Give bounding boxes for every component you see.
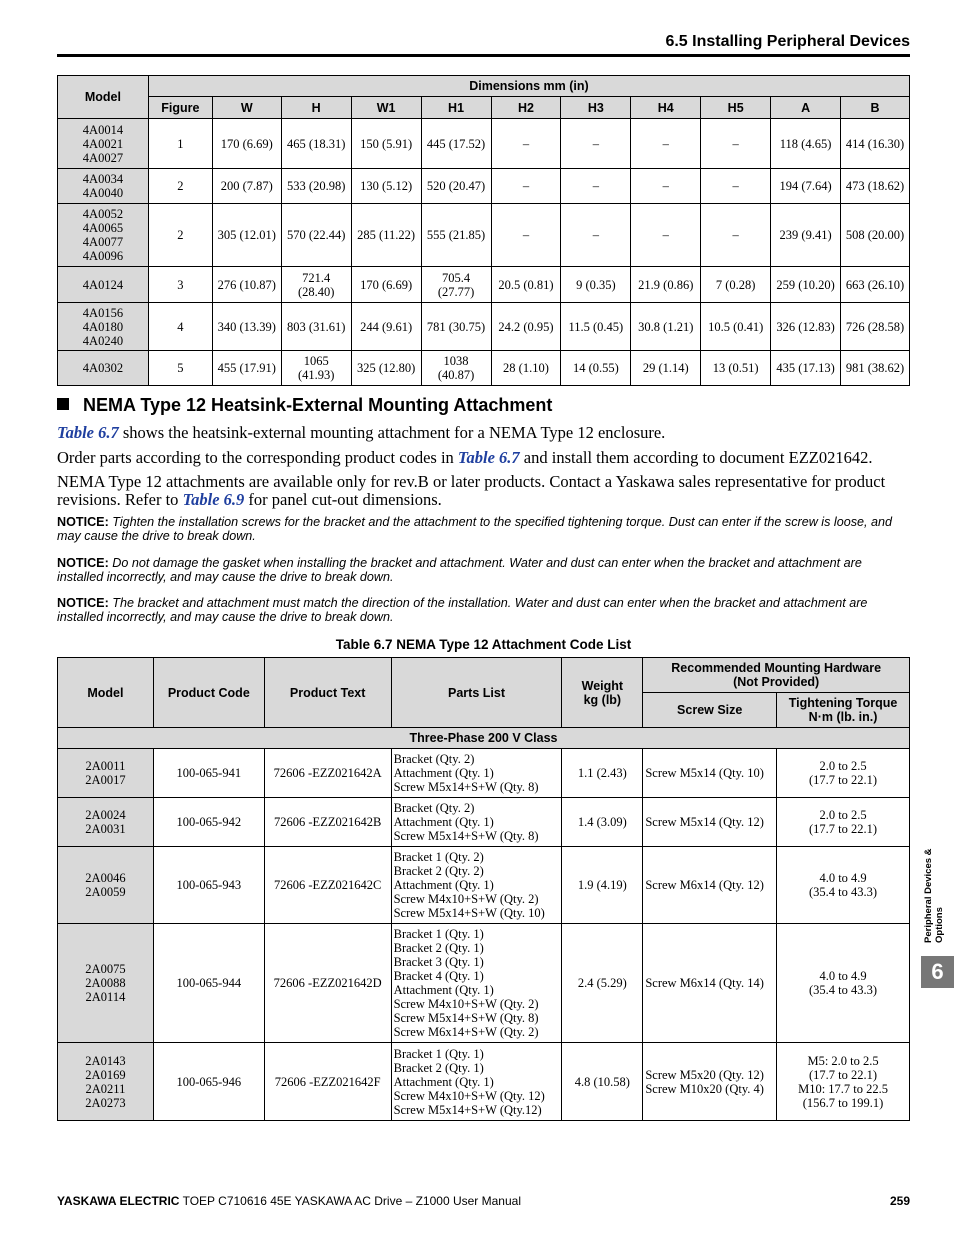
paragraph-3-post: for panel cut-out dimensions. — [244, 490, 442, 509]
dim-cell: 663 (26.10) — [841, 267, 910, 303]
paragraph-2-pre: Order parts according to the corresponding product codes in — [57, 448, 458, 467]
model-number: 4A0034 — [82, 172, 124, 186]
model-cell: 2A0046 2A0059 — [58, 847, 154, 924]
dim-col-header: H2 — [491, 97, 561, 119]
dim-cell: 705.4 (27.77) — [421, 267, 491, 303]
product-code-cell: 100-065-946 — [153, 1043, 264, 1121]
header-rule — [57, 54, 910, 57]
screw-size-cell: Screw M6x14 (Qty. 12) — [643, 847, 777, 924]
model-cell — [58, 119, 149, 169]
table-row — [58, 924, 910, 1043]
section-heading-text: NEMA Type 12 Heatsink-External Mounting Attachment — [83, 395, 553, 415]
torque-header: Tightening Torque N·m (lb. in.) — [777, 693, 910, 728]
dim-cell: 803 (31.61) — [281, 303, 351, 351]
dim-cell: 533 (20.98) — [281, 169, 351, 204]
paragraph-3-pre: NEMA Type 12 attachments are available only for rev.B or later products. Contact a Yaskawa sales representative for product revisions. Refer to — [57, 472, 886, 509]
dim-cell: 326 (12.83) — [771, 303, 841, 351]
model-number: 4A0077 — [82, 235, 124, 249]
dim-cell: – — [631, 169, 701, 204]
weight-cell: 1.4 (3.09) — [562, 798, 643, 847]
paragraph-1 — [57, 424, 910, 442]
dim-model-header: Model — [58, 76, 149, 119]
dim-cell: 325 (12.80) — [351, 351, 421, 386]
screw-size-cell: Screw M6x14 (Qty. 14) — [643, 924, 777, 1043]
dim-col-header: B — [841, 97, 910, 119]
dim-col-header: H5 — [701, 97, 771, 119]
dim-col-header: H3 — [561, 97, 631, 119]
dim-cell: 30.8 (1.21) — [631, 303, 701, 351]
notice-2 — [57, 556, 910, 584]
notice-label: NOTICE: — [57, 515, 109, 529]
dim-cell: 981 (38.62) — [841, 351, 910, 386]
dim-cell: 7 (0.28) — [701, 267, 771, 303]
dim-cell: 305 (12.01) — [212, 204, 281, 267]
model-number: 4A0014 — [82, 122, 124, 137]
weight-cell: 1.9 (4.19) — [562, 847, 643, 924]
table-row — [58, 267, 910, 303]
dim-cell: 726 (28.58) — [841, 303, 910, 351]
dim-cell: 24.2 (0.95) — [491, 303, 561, 351]
product-code-cell: 100-065-942 — [153, 798, 264, 847]
dim-cell: – — [561, 169, 631, 204]
weight-cell: 4.8 (10.58) — [562, 1043, 643, 1121]
dim-cell: 2 — [148, 169, 212, 204]
dim-dimensions-header: Dimensions mm (in) — [148, 76, 909, 97]
dim-cell: 455 (17.91) — [212, 351, 281, 386]
product-text-header: Product Text — [264, 658, 391, 728]
torque-cell: 2.0 to 2.5 (17.7 to 22.1) — [777, 749, 910, 798]
dim-cell: – — [631, 204, 701, 267]
product-text-cell: 72606 -EZZ021642A — [264, 749, 391, 798]
model-number: 4A0027 — [82, 150, 124, 165]
paragraph-1-text: shows the heatsink-external mounting attachment for a NEMA Type 12 enclosure. — [118, 423, 666, 442]
dim-cell: – — [561, 204, 631, 267]
screw-size-cell: Screw M5x20 (Qty. 12) Screw M10x20 (Qty. 4) — [643, 1043, 777, 1121]
dim-cell: – — [701, 169, 771, 204]
footer-doc-text: TOEP C710616 45E YASKAWA AC Drive – Z1000 User Manual — [179, 1194, 521, 1208]
dim-cell: 1038 (40.87) — [421, 351, 491, 386]
model-cell — [58, 169, 149, 204]
dim-cell: 259 (10.20) — [771, 267, 841, 303]
parts-list-header: Parts List — [391, 658, 562, 728]
model-cell: 2A0075 2A0088 2A0114 — [58, 924, 154, 1043]
product-text-cell: 72606 -EZZ021642F — [264, 1043, 391, 1121]
dimensions-table — [57, 75, 910, 386]
dim-cell: 130 (5.12) — [351, 169, 421, 204]
table-row — [58, 303, 910, 351]
model-number: 4A0180 — [82, 319, 124, 334]
table-6-9-link[interactable]: Table 6.9 — [182, 490, 245, 509]
dim-cell: 508 (20.00) — [841, 204, 910, 267]
table-row — [58, 798, 910, 847]
model-number: 4A0021 — [82, 136, 124, 151]
screw-size-header: Screw Size — [643, 693, 777, 728]
code-model-header: Model — [58, 658, 154, 728]
table-6-7-link[interactable]: Table 6.7 — [57, 423, 119, 442]
class-row: Three-Phase 200 V Class — [58, 728, 910, 749]
dim-cell: – — [561, 119, 631, 169]
dim-cell: – — [491, 119, 561, 169]
parts-list-cell: Bracket 1 (Qty. 1) Bracket 2 (Qty. 1) Bracket 3 (Qty. 1) Bracket 4 (Qty. 1) Attachment (Qty. 1) Screw M4x10+S+W (Qty. 2) Screw M5x14+S+W (Qty. 8) Screw M6x14+S+W (Qty. 2) — [391, 924, 562, 1043]
dim-cell: 11.5 (0.45) — [561, 303, 631, 351]
notice-label: NOTICE: — [57, 556, 109, 570]
dim-cell: 3 — [148, 267, 212, 303]
dim-cell: 9 (0.35) — [561, 267, 631, 303]
side-section-label-text: Peripheral Devices & Options — [923, 848, 945, 943]
model-number: 4A0240 — [82, 333, 124, 348]
model-cell — [58, 267, 149, 303]
dim-cell: 473 (18.62) — [841, 169, 910, 204]
torque-cell: 2.0 to 2.5 (17.7 to 22.1) — [777, 798, 910, 847]
dim-cell: 570 (22.44) — [281, 204, 351, 267]
footer-brand: YASKAWA ELECTRIC — [57, 1194, 180, 1208]
model-cell — [58, 351, 149, 386]
model-number: 4A0096 — [82, 249, 124, 263]
dim-cell: 194 (7.64) — [771, 169, 841, 204]
notice-text: Do not damage the gasket when installing the bracket and attachment. Water and dust can enter when the bracket and attachment are installed incorrectly, and may cause the drive to break down. — [57, 556, 862, 584]
dim-cell: 4 — [148, 303, 212, 351]
dim-cell: 20.5 (0.81) — [491, 267, 561, 303]
dim-cell: 200 (7.87) — [212, 169, 281, 204]
dim-cell: – — [491, 169, 561, 204]
dim-cell: 21.9 (0.86) — [631, 267, 701, 303]
side-section-label — [923, 825, 945, 943]
model-number: 4A0052 — [82, 207, 124, 221]
dim-cell: 435 (17.13) — [771, 351, 841, 386]
model-cell — [58, 303, 149, 351]
dim-cell: 170 (6.69) — [351, 267, 421, 303]
dim-cell: 781 (30.75) — [421, 303, 491, 351]
torque-cell: 4.0 to 4.9 (35.4 to 43.3) — [777, 847, 910, 924]
weight-header: Weight kg (lb) — [562, 658, 643, 728]
product-text-cell: 72606 -EZZ021642D — [264, 924, 391, 1043]
dim-col-header: W — [212, 97, 281, 119]
dim-col-header: H1 — [421, 97, 491, 119]
parts-list-cell: Bracket 1 (Qty. 2) Bracket 2 (Qty. 2) Attachment (Qty. 1) Screw M4x10+S+W (Qty. 2) Screw M5x14+S+W (Qty. 10) — [391, 847, 562, 924]
model-number: 4A0065 — [82, 221, 124, 235]
paragraph-2 — [57, 449, 910, 467]
dim-cell: 10.5 (0.41) — [701, 303, 771, 351]
dim-cell: 118 (4.65) — [771, 119, 841, 169]
dim-cell: 150 (5.91) — [351, 119, 421, 169]
page-number: 259 — [889, 1194, 910, 1208]
dim-col-header: A — [771, 97, 841, 119]
dim-cell: 445 (17.52) — [421, 119, 491, 169]
product-code-cell: 100-065-944 — [153, 924, 264, 1043]
dim-cell: 285 (11.22) — [351, 204, 421, 267]
paragraph-2-post: and install them according to document EZZ021642. — [519, 448, 873, 467]
weight-cell: 1.1 (2.43) — [562, 749, 643, 798]
dim-cell: 5 — [148, 351, 212, 386]
section-heading — [57, 395, 552, 416]
table-row — [58, 1043, 910, 1121]
dim-cell: 414 (16.30) — [841, 119, 910, 169]
attachment-code-table — [57, 657, 910, 1121]
dim-cell: 1065 (41.93) — [281, 351, 351, 386]
parts-list-cell: Bracket 1 (Qty. 1) Bracket 2 (Qty. 1) Attachment (Qty. 1) Screw M4x10+S+W (Qty. 12) Screw M5x14+S+W (Qty.12) — [391, 1043, 562, 1121]
notice-label: NOTICE: — [57, 596, 109, 610]
footer-doc — [57, 1194, 521, 1208]
weight-cell: 2.4 (5.29) — [562, 924, 643, 1043]
dim-cell: 239 (9.41) — [771, 204, 841, 267]
table-row — [58, 749, 910, 798]
model-cell: 2A0143 2A0169 2A0211 2A0273 — [58, 1043, 154, 1121]
model-number: 4A0156 — [82, 305, 124, 320]
dim-cell: 276 (10.87) — [212, 267, 281, 303]
notice-text: The bracket and attachment must match the direction of the installation. Water and dust can enter when the bracket and attachment are installed incorrectly, and may cause the drive to break down. — [57, 596, 868, 624]
dim-col-header: H4 — [631, 97, 701, 119]
product-text-cell: 72606 -EZZ021642C — [264, 847, 391, 924]
table-row — [58, 204, 910, 267]
product-text-cell: 72606 -EZZ021642B — [264, 798, 391, 847]
dim-col-header: W1 — [351, 97, 421, 119]
table-row — [58, 119, 910, 169]
hardware-header: Recommended Mounting Hardware (Not Provided) — [643, 658, 910, 693]
dim-cell: 29 (1.14) — [631, 351, 701, 386]
torque-cell: M5: 2.0 to 2.5 (17.7 to 22.1) M10: 17.7 to 22.5 (156.7 to 199.1) — [777, 1043, 910, 1121]
product-code-cell: 100-065-941 — [153, 749, 264, 798]
paragraph-3 — [57, 473, 910, 509]
dim-cell: 14 (0.55) — [561, 351, 631, 386]
dim-cell: 721.4 (28.40) — [281, 267, 351, 303]
dim-cell: – — [701, 204, 771, 267]
parts-list-cell: Bracket (Qty. 2) Attachment (Qty. 1) Screw M5x14+S+W (Qty. 8) — [391, 798, 562, 847]
dim-cell: 465 (18.31) — [281, 119, 351, 169]
model-cell — [58, 204, 149, 267]
table-row — [58, 847, 910, 924]
model-number: 4A0302 — [82, 361, 124, 375]
parts-list-cell: Bracket (Qty. 2) Attachment (Qty. 1) Screw M5x14+S+W (Qty. 8) — [391, 749, 562, 798]
dim-cell: – — [491, 204, 561, 267]
screw-size-cell: Screw M5x14 (Qty. 12) — [643, 798, 777, 847]
dim-cell: 2 — [148, 204, 212, 267]
notice-3 — [57, 596, 910, 624]
dim-cell: 170 (6.69) — [212, 119, 281, 169]
table-caption: Table 6.7 NEMA Type 12 Attachment Code List — [335, 637, 632, 652]
chapter-tab: 6 — [921, 956, 954, 988]
table-row — [58, 169, 910, 204]
dim-cell: 1 — [148, 119, 212, 169]
bullet-square-icon — [57, 398, 69, 410]
dim-cell: – — [701, 119, 771, 169]
dim-cell: 28 (1.10) — [491, 351, 561, 386]
dim-cell: 520 (20.47) — [421, 169, 491, 204]
notice-1 — [57, 515, 910, 543]
screw-size-cell: Screw M5x14 (Qty. 10) — [643, 749, 777, 798]
dim-cell: 555 (21.85) — [421, 204, 491, 267]
product-code-cell: 100-065-943 — [153, 847, 264, 924]
dim-cell: – — [631, 119, 701, 169]
torque-cell: 4.0 to 4.9 (35.4 to 43.3) — [777, 924, 910, 1043]
model-number: 4A0124 — [82, 277, 124, 292]
model-number: 4A0040 — [82, 186, 124, 200]
dim-col-header: Figure — [148, 97, 212, 119]
dim-cell: 340 (13.39) — [212, 303, 281, 351]
page-header-title: 6.5 Installing Peripheral Devices — [665, 33, 910, 50]
model-cell: 2A0024 2A0031 — [58, 798, 154, 847]
product-code-header: Product Code — [153, 658, 264, 728]
dim-cell: 244 (9.61) — [351, 303, 421, 351]
notice-text: Tighten the installation screws for the bracket and the attachment to the specified tightening torque. Dust can enter if the screw is loose, and may cause the drive to break down. — [57, 515, 893, 543]
table-6-7-link[interactable]: Table 6.7 — [457, 448, 520, 467]
dim-cell: 13 (0.51) — [701, 351, 771, 386]
table-row — [58, 351, 910, 386]
dim-col-header: H — [281, 97, 351, 119]
model-cell: 2A0011 2A0017 — [58, 749, 154, 798]
